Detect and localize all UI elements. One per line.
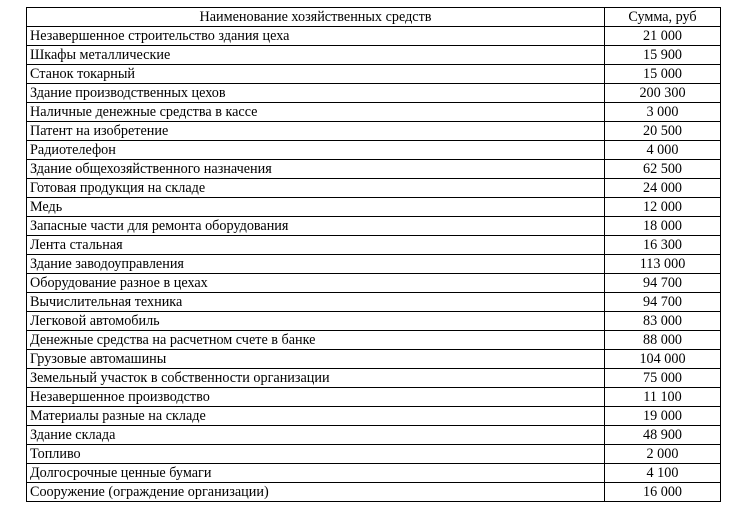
asset-sum-cell: 94 700 <box>605 293 721 312</box>
table-row <box>27 141 721 160</box>
table-row <box>27 350 721 369</box>
asset-sum-cell: 113 000 <box>605 255 721 274</box>
table-row <box>27 27 721 46</box>
asset-name-cell: Грузовые автомашины <box>27 350 605 369</box>
asset-name-cell: Незавершенное производство <box>27 388 605 407</box>
assets-table <box>26 7 721 502</box>
asset-name-cell: Радиотелефон <box>27 141 605 160</box>
asset-sum-cell: 48 900 <box>605 426 721 445</box>
asset-name-cell: Незавершенное строительство здания цеха <box>27 27 605 46</box>
asset-sum-cell: 4 000 <box>605 141 721 160</box>
asset-name-cell: Запасные части для ремонта оборудования <box>27 217 605 236</box>
asset-name-cell: Земельный участок в собственности организации <box>27 369 605 388</box>
table-row <box>27 388 721 407</box>
asset-sum-cell: 83 000 <box>605 312 721 331</box>
asset-name-cell: Вычислительная техника <box>27 293 605 312</box>
asset-name-cell: Здание заводоуправления <box>27 255 605 274</box>
asset-sum-cell: 16 000 <box>605 483 721 502</box>
asset-sum-cell: 19 000 <box>605 407 721 426</box>
asset-name-cell: Лента стальная <box>27 236 605 255</box>
table-row <box>27 160 721 179</box>
asset-sum-cell: 62 500 <box>605 160 721 179</box>
table-row <box>27 483 721 502</box>
asset-sum-cell: 4 100 <box>605 464 721 483</box>
table-row <box>27 46 721 65</box>
asset-name-cell: Здание производственных цехов <box>27 84 605 103</box>
asset-name-cell: Патент на изобретение <box>27 122 605 141</box>
asset-sum-cell: 20 500 <box>605 122 721 141</box>
asset-name-cell: Готовая продукция на складе <box>27 179 605 198</box>
table-row <box>27 312 721 331</box>
table-row <box>27 293 721 312</box>
asset-sum-cell: 11 100 <box>605 388 721 407</box>
asset-sum-cell: 94 700 <box>605 274 721 293</box>
table-row <box>27 331 721 350</box>
asset-sum-cell: 12 000 <box>605 198 721 217</box>
table-header-row <box>27 8 721 27</box>
asset-sum-cell: 16 300 <box>605 236 721 255</box>
table-row <box>27 217 721 236</box>
asset-name-cell: Медь <box>27 198 605 217</box>
asset-sum-cell: 24 000 <box>605 179 721 198</box>
asset-name-cell: Здание склада <box>27 426 605 445</box>
table-row <box>27 464 721 483</box>
asset-sum-cell: 18 000 <box>605 217 721 236</box>
table-row <box>27 369 721 388</box>
asset-name-cell: Здание общехозяйственного назначения <box>27 160 605 179</box>
asset-sum-cell: 15 000 <box>605 65 721 84</box>
table-row <box>27 426 721 445</box>
table-row <box>27 407 721 426</box>
table-row <box>27 198 721 217</box>
table-body <box>27 27 721 502</box>
column-header-name: Наименование хозяйственных средств <box>27 8 605 27</box>
table-row <box>27 122 721 141</box>
asset-sum-cell: 200 300 <box>605 84 721 103</box>
asset-sum-cell: 15 900 <box>605 46 721 65</box>
asset-name-cell: Оборудование разное в цехах <box>27 274 605 293</box>
asset-sum-cell: 88 000 <box>605 331 721 350</box>
asset-sum-cell: 21 000 <box>605 27 721 46</box>
table-row <box>27 179 721 198</box>
asset-name-cell: Станок токарный <box>27 65 605 84</box>
table-row <box>27 236 721 255</box>
asset-name-cell: Материалы разные на складе <box>27 407 605 426</box>
asset-sum-cell: 3 000 <box>605 103 721 122</box>
asset-name-cell: Сооружение (ограждение организации) <box>27 483 605 502</box>
asset-name-cell: Долгосрочные ценные бумаги <box>27 464 605 483</box>
column-header-sum: Сумма, руб <box>605 8 721 27</box>
asset-sum-cell: 104 000 <box>605 350 721 369</box>
table-row <box>27 65 721 84</box>
asset-name-cell: Шкафы металлические <box>27 46 605 65</box>
asset-sum-cell: 75 000 <box>605 369 721 388</box>
table-row <box>27 255 721 274</box>
table-row <box>27 84 721 103</box>
table-row <box>27 103 721 122</box>
asset-sum-cell: 2 000 <box>605 445 721 464</box>
table-row <box>27 274 721 293</box>
asset-name-cell: Денежные средства на расчетном счете в банке <box>27 331 605 350</box>
asset-name-cell: Наличные денежные средства в кассе <box>27 103 605 122</box>
asset-name-cell: Легковой автомобиль <box>27 312 605 331</box>
asset-name-cell: Топливо <box>27 445 605 464</box>
table-row <box>27 445 721 464</box>
